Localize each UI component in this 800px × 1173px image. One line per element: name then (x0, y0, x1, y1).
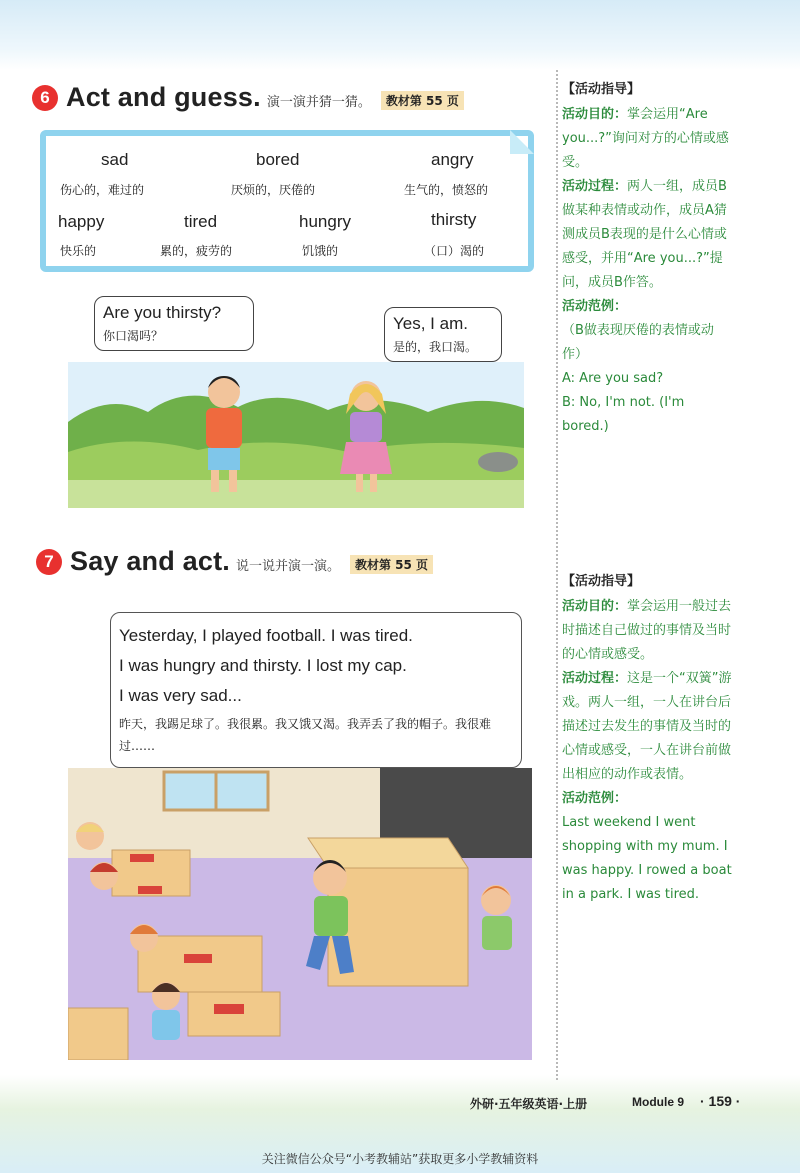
vocab-word: angry (431, 150, 474, 169)
page-curl-icon (510, 130, 534, 154)
guide-1-goal: 掌会运用“Are you...?”询问对方的心情或感受。 (562, 107, 729, 170)
vocab-meaning: 生气的，愤怒的 (404, 183, 489, 197)
vocab-word: bored (256, 150, 300, 169)
vocab-meaning: 厌烦的，厌倦的 (231, 183, 316, 197)
vocab-box (40, 130, 534, 272)
vocab-word: sad (101, 150, 129, 169)
bubble-left-english: Are you thirsty? (103, 303, 222, 322)
guide-2-process-label: 活动过程： (562, 671, 628, 686)
section6-ref: 教材第 55 页 (381, 91, 464, 110)
guide-2-example-label: 活动范例： (562, 791, 628, 806)
section7-number: 7 (36, 549, 62, 575)
guide-2-goal: 掌会运用一般过去时描述自己做过的事情及当时的心情或感受。 (562, 599, 732, 662)
guide-1-goal-label: 活动目的： (562, 107, 628, 122)
guide-1-process-label: 活动过程： (562, 179, 628, 194)
section6-header (32, 82, 464, 113)
guide-2-example: Last weekend I went shopping with my mum. I was happy. I rowed a boat in a park. I was tired. (562, 815, 732, 902)
vocab-meaning: 饥饿的 (302, 244, 339, 258)
vocab-word: thirsty (431, 210, 477, 229)
guide-1-heading: 【活动指导】 (562, 82, 641, 97)
activity-guide-2 (562, 570, 732, 907)
guide-2-process: 这是一个“双簧”游戏。两人一组，一人在讲台后描述过去发生的事情及当时的心情或感受，一人在讲台前做出相应的动作或表情。 (562, 671, 732, 782)
guide-1-process: 两人一组，成员B做某种表情或动作，成员A猜测成员B表现的是什么心情或感受，并用“Are you...?”提问，成员B作答。 (562, 179, 727, 290)
vocab-meaning: （口）渴的 (424, 244, 485, 258)
bubble-right-chinese: 是的，我口渴。 (393, 340, 478, 354)
narration-chinese: 昨天，我踢足球了。我很累。我又饿又渴。我弄丢了我的帽子。我很难过…… (119, 717, 492, 753)
bubble-left-chinese: 你口渴吗？ (103, 329, 164, 343)
section7-title: Say and act. (70, 546, 230, 576)
page-number: · 159 · (700, 1093, 741, 1109)
vocab-meaning: 伤心的，难过的 (60, 183, 145, 197)
activity-guide-1 (562, 78, 732, 439)
section6-title: Act and guess. (66, 82, 261, 112)
column-divider (556, 70, 558, 1080)
section7-header (36, 546, 433, 577)
speech-bubble-right (384, 307, 502, 362)
section6-subtitle: 演一演并猜一猜。 (266, 95, 371, 110)
guide-2-goal-label: 活动目的： (562, 599, 628, 614)
section7-ref: 教材第 55 页 (350, 555, 433, 574)
guide-1-example-label: 活动范例： (562, 299, 628, 314)
guide-1-example-a: A: Are you sad? (562, 371, 664, 386)
speech-bubble-left (94, 296, 254, 351)
vocab-word: happy (58, 212, 105, 231)
vocab-word: tired (184, 212, 218, 231)
classroom-scene-illustration (68, 768, 532, 1060)
footer-module: Module 9 (632, 1095, 685, 1109)
guide-1-example-b: B: No, I'm not. (I'm bored.) (562, 395, 685, 434)
vocab-word: hungry (299, 212, 351, 231)
guide-1-example-note: （B做表现厌倦的表情或动作） (562, 323, 714, 362)
park-scene-illustration (68, 362, 524, 508)
bubble-right-english: Yes, I am. (393, 314, 468, 333)
speech-bubble-narration (110, 612, 522, 768)
watermark-text: 关注微信公众号“小考教辅站”获取更多小学教辅资料 (261, 1152, 539, 1166)
vocab-meaning: 累的，疲劳的 (160, 244, 233, 258)
narration-english: Yesterday, I played football. I was tired. I was hungry and thirsty. I lost my cap. I was very sad... (119, 626, 413, 705)
section7-subtitle: 说一说并演一演。 (235, 559, 340, 574)
guide-2-heading: 【活动指导】 (562, 574, 641, 589)
vocab-meaning: 快乐的 (60, 244, 97, 258)
section6-number: 6 (32, 85, 58, 111)
footer-book-title: 外研·五年级英语·上册 (470, 1097, 588, 1111)
top-band (0, 0, 800, 70)
